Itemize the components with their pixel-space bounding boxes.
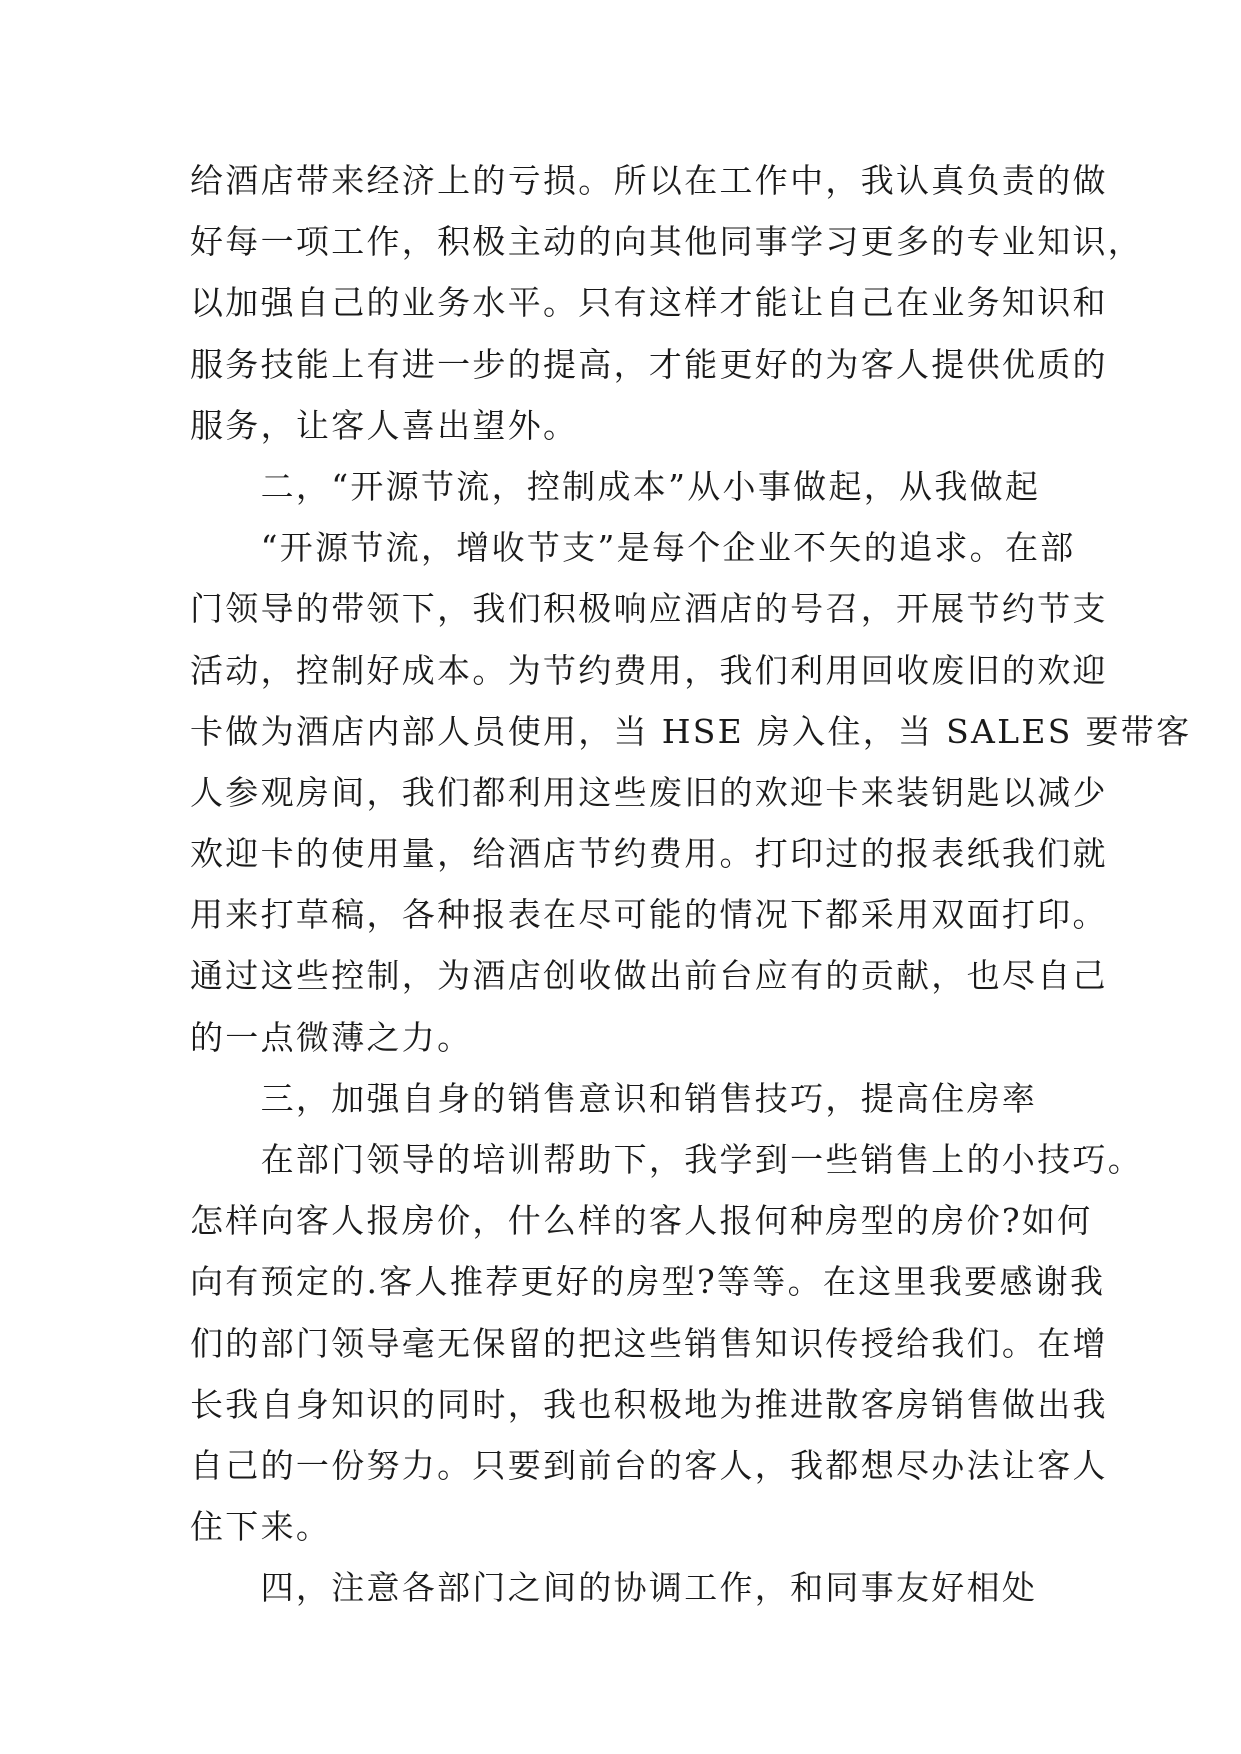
text-line: 向有预定的.客人推荐更好的房型?等等。在这里我要感谢我 [190, 1262, 1106, 1302]
section-heading: 二，“开源节流，控制成本”从小事做起，从我做起 [190, 466, 1041, 506]
text-line: 好每一项工作，积极主动的向其他同事学习更多的专业知识， [190, 222, 1144, 262]
text-line: 们的部门领导毫无保留的把这些销售知识传授给我们。在增 [190, 1323, 1108, 1363]
text-line: 的一点微薄之力。 [190, 1017, 473, 1057]
text-line: 服务，让客人喜出望外。 [190, 405, 579, 445]
text-line: 服务技能上有进一步的提高，才能更好的为客人提供优质的 [190, 344, 1108, 384]
text-line: 卡做为酒店内部人员使用，当 HSE 房入住，当 SALES 要带客 [190, 711, 1192, 751]
text-line: 以加强自己的业务水平。只有这样才能让自己在业务知识和 [190, 283, 1108, 323]
text-line: 自己的一份努力。只要到前台的客人，我都想尽办法让客人 [190, 1445, 1108, 1485]
text-line: 怎样向客人报房价，什么样的客人报何种房型的房价?如何 [190, 1201, 1093, 1241]
text-line: 人参观房间，我们都利用这些废旧的欢迎卡来装钥匙以减少 [190, 772, 1108, 812]
text-line: 用来打草稿，各种报表在尽可能的情况下都采用双面打印。 [190, 895, 1108, 935]
text-line: 长我自身知识的同时，我也积极地为推进散客房销售做出我 [190, 1384, 1108, 1424]
text-line: 欢迎卡的使用量，给酒店节约费用。打印过的报表纸我们就 [190, 834, 1108, 874]
document-body [190, 150, 1192, 1619]
text-line: 给酒店带来经济上的亏损。所以在工作中，我认真负责的做 [190, 161, 1108, 200]
text-line: “开源节流，增收节支”是每个企业不矢的追求。在部 [190, 528, 1076, 568]
section-heading: 四，注意各部门之间的协调工作，和同事友好相处 [190, 1568, 1038, 1608]
text-line: 活动，控制好成本。为节约费用，我们利用回收废旧的欢迎 [190, 650, 1108, 690]
text-line: 门领导的带领下，我们积极响应酒店的号召，开展节约节支 [190, 589, 1108, 629]
text-line: 住下来。 [190, 1507, 332, 1547]
section-heading: 三，加强自身的销售意识和销售技巧，提高住房率 [190, 1078, 1038, 1118]
text-line: 通过这些控制，为酒店创收做出前台应有的贡献，也尽自己 [190, 956, 1108, 996]
text-line: 在部门领导的培训帮助下，我学到一些销售上的小技巧。 [190, 1140, 1144, 1179]
